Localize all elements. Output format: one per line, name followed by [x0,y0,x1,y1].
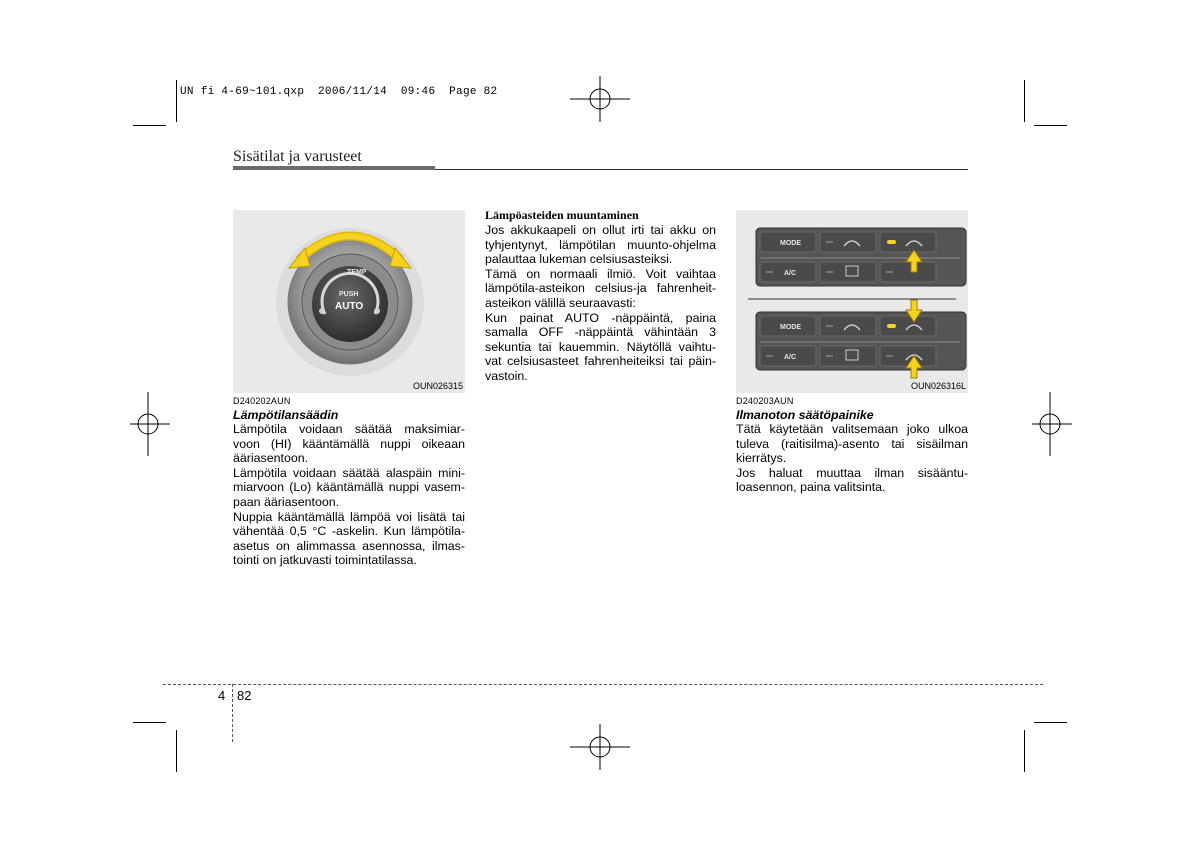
chapter-number: 4 [218,688,226,703]
section-code: D240202AUN [233,396,291,406]
figure-code: OUN026316L [910,381,966,391]
temperature-knob-figure [233,210,465,393]
air-intake-panel-figure [736,210,968,393]
footer-rule [163,684,1043,685]
footer-divider [232,684,233,742]
panel-label-mode: MODE [780,240,801,247]
section-title-rule [435,169,968,170]
paragraph: Tämä on normaali ilmiö. Voit vaihtaa lämpötila-asteikon celsius-ja fahrenheit-asteikon välillä seuraavasti: [485,266,716,310]
section-title-bar [233,166,435,170]
registration-mark-top-icon [570,76,630,122]
temperature-knob-icon [233,210,465,393]
knob-label-temp: TEMP [347,269,367,276]
print-header: UN fi 4-69~101.qxp 2006/11/14 09:46 Page 82 [180,86,498,98]
subsection-heading: Ilmanoton säätöpainike [736,408,874,422]
paragraph: Tätä käytetään valitsemaan joko ulkoa tuleva (raitisilma)-asento tai sisäilman kierrätys. [736,422,968,466]
subsection-heading: Lämpötilansäädin [233,408,339,422]
paragraph: Nuppia kääntämällä lämpöä voi lisätä tai vähentää 0,5 °C -askelin. Kun lämpötila-asetus on alimmassa asennossa, ilmas-tointi on jatkuvasti toimintatilassa. [233,509,465,568]
paragraph: Lämpötila voidaan säätää maksimiar-voon (HI) kääntämällä nuppi oikeaan ääriasentoon. [233,422,465,466]
paragraph: Jos akkukaapeli on ollut irti tai akku on tyhjentynyt, lämpötilan muunto-ohjelma palauttaa lukeman celsiusasteiksi. [485,223,716,267]
paragraph: Kun painat AUTO -näppäintä, paina samalla OFF -näppäintä vähintään 3 sekuntia tai kauemmin. Näytöllä vaihtu-vat celsiusasteet fahrenheiteiksi tai päin-vastoin. [485,310,716,383]
registration-mark-bottom-icon [570,724,630,770]
knob-label-push: PUSH [339,291,359,298]
registration-mark-left-icon [130,392,170,456]
panel-label-ac: A/C [784,354,797,361]
page-number: 82 [237,688,252,703]
section-code: D240203AUN [736,396,794,406]
subsection-heading: Lämpöasteiden muuntaminen [485,208,639,222]
registration-mark-right-icon [1032,392,1072,456]
panel-label-mode: MODE [780,324,801,331]
climate-panel-icon [736,210,968,393]
section-title: Sisätilat ja varusteet [233,148,362,165]
paragraph: Jos haluat muuttaa ilman sisääntu-loasennon, paina valitsinta. [736,465,968,495]
panel-label-ac: A/C [784,270,797,277]
knob-label-auto: AUTO [335,301,364,312]
paragraph: Lämpötila voidaan säätää alaspäin mini-miarvoon (Lo) kääntämällä nuppi vasem-paan ääriasentoon. [233,465,465,509]
figure-code: OUN026315 [412,381,463,391]
